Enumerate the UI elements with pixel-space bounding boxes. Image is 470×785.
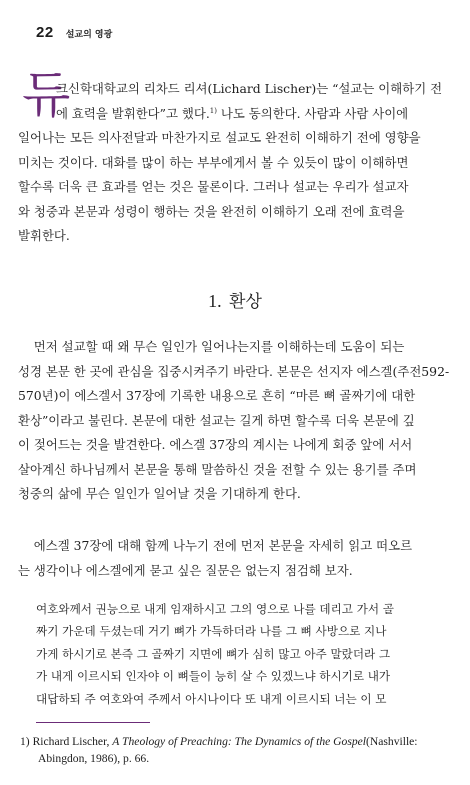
footnote — [20, 733, 452, 767]
paragraph-line: 살아계신 하나님께서 본문을 통해 말씀하신 것을 전할 수 있는 용기를 주며 — [18, 461, 417, 477]
paragraph-line: 는 생각이나 에스겔에게 묻고 싶은 질문은 없는지 점검해 보자. — [18, 562, 353, 578]
drop-cap: 듀 — [22, 66, 71, 124]
footnote-author: Richard Lischer, — [32, 735, 113, 748]
scripture-quote — [36, 598, 434, 710]
footnote-reference: 1) — [209, 106, 217, 115]
dropcap-row — [18, 66, 450, 126]
intro-paragraph — [18, 66, 450, 249]
paragraph-line: 이 젖어드는 것을 발견한다. 에스겔 37장의 계시는 나에게 회중 앞에 서서 — [18, 437, 413, 452]
section-number: 1. — [208, 291, 222, 311]
intro-line-2: 에 효력을 발휘한다”고 했다.$^{1)}$ 나도 동의한다. 사람과 사람 사이에 — [56, 105, 409, 121]
quote-line: 가게 하시기로 본즉 그 골짜기 지면에 뼈가 심히 많고 아주 말랐더라 그 — [36, 646, 391, 661]
section-title: 환상 — [229, 292, 262, 312]
quote-line: 가 내게 이르시되 인자야 이 뼈들이 능히 살 수 있겠느냐 하시기로 내가 — [36, 669, 391, 684]
paragraph-vision — [18, 335, 450, 507]
section-heading — [0, 287, 470, 312]
intro-line-1: 크신학대학교의 리차드 리셔(Lichard Lischer)는 “설교는 이해하기 전 — [56, 81, 443, 96]
quote-line: 대답하되 주 여호와여 주께서 아시나이다 또 내게 이르시되 너는 이 모 — [36, 691, 387, 706]
quote-line: 짜기 가운데 두셨는데 거기 뼈가 가득하더라 나를 그 뼈 사방으로 지나 — [36, 624, 387, 639]
paragraph-line: 먼저 설교할 때 왜 무슨 일인가 일어나는지를 이해하는데 도움이 되는 — [18, 339, 405, 354]
paragraph-line: 570년)이 에스겔서 37장에 기록한 내용으로 흔히 “마른 뼈 골짜기에 대한 — [18, 388, 416, 403]
footnote-divider — [36, 722, 150, 723]
intro-line: 할수록 더욱 큰 효과를 얻는 것은 물론이다. 그러나 설교는 우리가 설교자 — [18, 179, 409, 194]
footnote-publisher: (Nashville: — [366, 735, 418, 748]
intro-line: 일어나는 모든 의사전달과 마찬가지로 설교도 완전히 이해하기 전에 영향을 — [18, 130, 421, 145]
intro-line: 발휘한다. — [18, 228, 70, 243]
footnote-book-title: A Theology of Preaching: The Dynamics of the Gospel — [112, 735, 367, 748]
paragraph-line: 에스겔 37장에 대해 함께 나누기 전에 먼저 본문을 자세히 읽고 떠오르 — [18, 538, 413, 553]
paragraph-line: 환상”이라고 불린다. 본문에 대한 설교는 길게 하면 할수록 더욱 본문에 깊 — [18, 412, 415, 428]
paragraph-line: 성경 본문 한 곳에 관심을 집중시켜주기 바란다. 본문은 선지자 에스겔(주전592- — [18, 363, 450, 379]
intro-line: 와 청중과 본문과 성령이 행하는 것을 완전히 이해하기 오래 전에 효력을 — [18, 203, 405, 219]
paragraph-reading — [18, 534, 450, 583]
page-header — [36, 24, 112, 44]
page-number: 22 — [36, 24, 54, 41]
paragraph-line: 청중의 삶에 무슨 일인가 일어날 것을 기대하게 한다. — [18, 486, 301, 501]
footnote-line-2: Abingdon, 1986), p. 66. — [38, 752, 150, 765]
quote-line: 여호와께서 권능으로 내게 임재하시고 그의 영으로 나를 데리고 가서 골 — [36, 602, 394, 616]
running-title: 설교의 영광 — [65, 30, 113, 40]
intro-line: 미치는 것이다. 대화를 많이 하는 부부에게서 볼 수 있듯이 많이 이해하면 — [18, 154, 409, 170]
footnote-marker: 1) — [20, 735, 30, 748]
